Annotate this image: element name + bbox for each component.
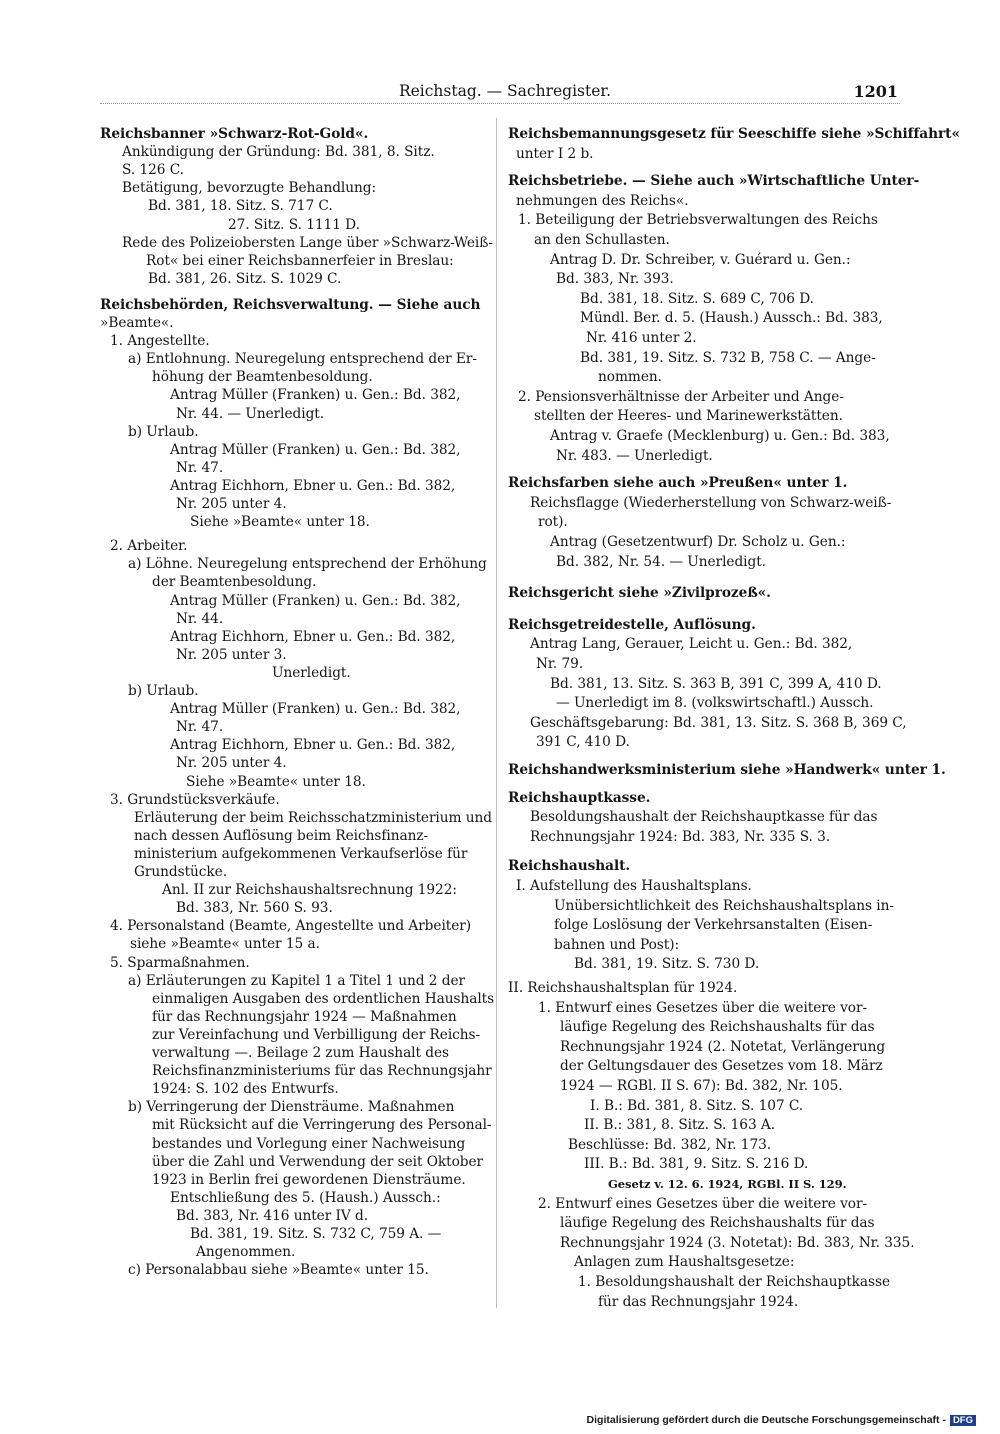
header-rule bbox=[100, 103, 900, 104]
entry-line: Antrag (Gesetzentwurf) Dr. Scholz u. Gen.: bbox=[550, 534, 846, 550]
entry-line: folge Loslösung der Verkehrsanstalten (Eisen- bbox=[554, 917, 873, 934]
entry-line: bahnen und Post): bbox=[554, 936, 680, 953]
entry-line: II. Reichshaushaltsplan für 1924. bbox=[508, 980, 738, 996]
entry-line: nach dessen Auflösung beim Reichsfinanz- bbox=[134, 827, 429, 844]
entry-line: Rede des Polizeiobersten Lange über »Schwarz-Weiß- bbox=[122, 234, 493, 251]
entry-line: ministerium aufgekommenen Verkaufserlöse für bbox=[134, 845, 468, 862]
entry-line: Nr. 205 unter 3. bbox=[176, 646, 287, 663]
entry-line: unter I 2 b. bbox=[516, 145, 594, 162]
entry-line: Antrag Müller (Franken) u. Gen.: Bd. 382, bbox=[170, 441, 461, 458]
entry-line: läufige Regelung des Reichshaushalts für das bbox=[560, 1215, 875, 1232]
entry-line: 1924: S. 102 des Entwurfs. bbox=[152, 1081, 339, 1098]
entry-line: der Geltungsdauer des Gesetzes vom 18. März bbox=[560, 1058, 883, 1075]
entry-line: Ankündigung der Gründung: Bd. 381, 8. Sitz. bbox=[122, 144, 435, 161]
entry-line: Rot« bei einer Reichsbannerfeier in Breslau: bbox=[146, 252, 454, 269]
running-title: Reichstag. — Sachregister. bbox=[398, 82, 612, 100]
entry-line: S. 126 C. bbox=[122, 162, 184, 179]
entry-line: läufige Regelung des Reichshaushalts für das bbox=[560, 1019, 875, 1036]
entry-line: Antrag Müller (Franken) u. Gen.: Bd. 382, bbox=[170, 387, 461, 404]
entry-line: b) Urlaub. bbox=[128, 683, 199, 699]
entry-line: an den Schullasten. bbox=[534, 232, 670, 248]
entry-line: Nr. 205 unter 4. bbox=[176, 755, 287, 772]
entry-line: 1. Angestellte. bbox=[110, 333, 210, 350]
entry-line: Antrag v. Graefe (Mecklenburg) u. Gen.: Bd. 383, bbox=[550, 428, 890, 444]
entry-line: a) Entlohnung. Neuregelung entsprechend der Er- bbox=[128, 351, 477, 368]
entry-line: verwaltung —. Beilage 2 zum Haushalt des bbox=[152, 1045, 449, 1061]
entry-line: einmaligen Ausgaben des ordentlichen Haushalts bbox=[152, 990, 495, 1007]
page-number: 1201 bbox=[853, 82, 898, 101]
entry-line: siehe »Beamte« unter 15 a. bbox=[130, 936, 320, 953]
entry-line: b) Verringerung der Diensträume. Maßnahmen bbox=[128, 1099, 455, 1116]
law-citation: Gesetz v. 12. 6. 1924, RGBl. II S. 129. bbox=[608, 1177, 847, 1191]
entry-line: Betätigung, bevorzugte Behandlung: bbox=[122, 180, 377, 197]
entry-line: 391 C, 410 D. bbox=[536, 734, 630, 751]
entry-line: bestandes und Vorlegung einer Nachweisung bbox=[152, 1135, 466, 1152]
entry-line: mit Rücksicht auf die Verringerung des Personal- bbox=[152, 1117, 492, 1134]
entry-line: 2. Pensionsverhältnisse der Arbeiter und Ange- bbox=[518, 388, 844, 405]
entry-line: Entschließung des 5. (Haush.) Aussch.: bbox=[170, 1189, 441, 1206]
entry-line: Rechnungsjahr 1924: Bd. 383, Nr. 335 S. 3. bbox=[530, 828, 831, 845]
entry-line: Mündl. Ber. d. 5. (Haush.) Aussch.: Bd. 383, bbox=[580, 310, 883, 327]
entry-line: Anl. II zur Reichshaushaltsrechnung 1922: bbox=[162, 882, 457, 899]
entry-line: für das Rechnungsjahr 1924. bbox=[598, 1293, 799, 1310]
entry-line: Antrag Lang, Gerauer, Leicht u. Gen.: Bd. 382, bbox=[530, 636, 853, 653]
entry-line: Nr. 47. bbox=[176, 719, 224, 736]
entry-line: Bd. 383, Nr. 416 unter IV d. bbox=[176, 1207, 369, 1224]
column-divider bbox=[496, 118, 497, 1308]
entry-line: Antrag Müller (Franken) u. Gen.: Bd. 382, bbox=[170, 592, 461, 609]
entry-line: 27. Sitz. S. 1111 D. bbox=[228, 216, 360, 233]
entry-line: Bd. 381, 18. Sitz. S. 717 C. bbox=[148, 198, 333, 215]
entry-line: für das Rechnungsjahr 1924 — Maßnahmen bbox=[152, 1008, 457, 1025]
entry-line: I. B.: Bd. 381, 8. Sitz. S. 107 C. bbox=[590, 1097, 804, 1114]
entry-line: III. B.: Bd. 381, 9. Sitz. S. 216 D. bbox=[584, 1156, 809, 1173]
funding-note-text: Digitalisierung gefördert durch die Deutsche Forschungsgemeinschaft - bbox=[586, 1414, 946, 1426]
entry-line: Reichsflagge (Wiederherstellung von Schwarz-weiß- bbox=[530, 494, 892, 511]
entry-line: Nr. 416 unter 2. bbox=[586, 330, 697, 346]
entry-line: Bd. 381, 19. Sitz. S. 732 B, 758 C. — Ange- bbox=[580, 349, 876, 366]
entry-line: a) Erläuterungen zu Kapitel 1 a Titel 1 und 2 der bbox=[128, 972, 465, 989]
entry-line: Angenommen. bbox=[196, 1244, 296, 1261]
entry-line: Bd. 382, Nr. 54. — Unerledigt. bbox=[556, 553, 766, 570]
entry-line: nommen. bbox=[598, 369, 662, 386]
entry-heading: Reichsgericht siehe »Zivilprozeß«. bbox=[508, 585, 771, 602]
entry-line: stellten der Heeres- und Marinewerkstätten. bbox=[534, 408, 843, 425]
entry-line: Bd. 381, 18. Sitz. S. 689 C, 706 D. bbox=[580, 290, 814, 307]
entry-line: II. B.: 381, 8. Sitz. S. 163 A. bbox=[584, 1117, 776, 1134]
entry-line: Antrag Müller (Franken) u. Gen.: Bd. 382, bbox=[170, 701, 461, 718]
entry-line: Antrag D. Dr. Schreiber, v. Guérard u. Gen.: bbox=[550, 251, 851, 268]
entry-line: Besoldungshaushalt der Reichshauptkasse für das bbox=[530, 809, 878, 826]
dfg-logo: DFG bbox=[950, 1415, 976, 1426]
entry-line: Grundstücke. bbox=[134, 864, 228, 880]
entry-heading: Reichsfarben siehe auch »Preußen« unter 1. bbox=[508, 475, 848, 492]
entry-line: 2. Entwurf eines Gesetzes über die weitere vor- bbox=[538, 1195, 868, 1212]
entry-line: höhung der Beamtenbesoldung. bbox=[152, 369, 373, 386]
entry-line: Geschäftsgebarung: Bd. 381, 13. Sitz. S. 368 B, 369 C, bbox=[530, 714, 907, 731]
entry-line: c) Personalabbau siehe »Beamte« unter 15. bbox=[128, 1262, 429, 1279]
entry-line: I. Aufstellung des Haushaltsplans. bbox=[516, 878, 752, 894]
entry-line: der Beamtenbesoldung. bbox=[152, 574, 317, 591]
entry-line: nehmungen des Reichs«. bbox=[516, 192, 689, 209]
entry-line: Bd. 381, 26. Sitz. S. 1029 C. bbox=[148, 270, 342, 287]
dfg-funding-note bbox=[587, 1414, 976, 1426]
entry-line: 1924 — RGBl. II S. 67): Bd. 382, Nr. 105. bbox=[560, 1078, 843, 1094]
entry-line: Antrag Eichhorn, Ebner u. Gen.: Bd. 382, bbox=[170, 737, 456, 754]
entry-line: 3. Grundstücksverkäufe. bbox=[110, 791, 280, 808]
entry-line: Antrag Eichhorn, Ebner u. Gen.: Bd. 382, bbox=[170, 628, 456, 645]
entry-heading: Reichsbehörden, Reichsverwaltung. — Siehe auch bbox=[100, 296, 481, 313]
entry-line: a) Löhne. Neuregelung entsprechend der Erhöhung bbox=[128, 556, 487, 573]
entry-line: Nr. 47. bbox=[176, 459, 224, 476]
entry-line: Erläuterung der beim Reichsschatzministerium und bbox=[134, 809, 493, 826]
entry-line: 1. Besoldungshaushalt der Reichshauptkasse bbox=[578, 1274, 891, 1290]
entry-line: Bd. 383, Nr. 393. bbox=[556, 271, 674, 288]
entry-line: über die Zahl und Verwendung der seit Oktober bbox=[152, 1153, 484, 1170]
entry-line: Siehe »Beamte« unter 18. bbox=[186, 773, 366, 790]
entry-line: »Beamte«. bbox=[100, 315, 174, 331]
entry-line: Bd. 381, 13. Sitz. S. 363 B, 391 C, 399 A, 410 D. bbox=[550, 675, 882, 692]
entry-line: Bd. 381, 19. Sitz. S. 730 D. bbox=[574, 956, 760, 973]
entry-line: 1. Entwurf eines Gesetzes über die weitere vor- bbox=[538, 999, 868, 1016]
entry-line: b) Urlaub. bbox=[128, 423, 199, 440]
entry-line: 2. Arbeiter. bbox=[110, 538, 188, 555]
entry-line: Rechnungsjahr 1924 (3. Notetat): Bd. 383, Nr. 335. bbox=[560, 1234, 915, 1251]
entry-line: Beschlüsse: Bd. 382, Nr. 173. bbox=[568, 1136, 772, 1153]
entry-line: Antrag Eichhorn, Ebner u. Gen.: Bd. 382, bbox=[170, 477, 456, 494]
entry-line: Unerledigt. bbox=[272, 664, 351, 681]
entry-line: Siehe »Beamte« unter 18. bbox=[190, 514, 370, 531]
entry-line: Nr. 44. bbox=[176, 610, 224, 627]
entry-line: Rechnungsjahr 1924 (2. Notetat, Verlängerung bbox=[560, 1038, 886, 1055]
entry-line: 4. Personalstand (Beamte, Angestellte und Arbeiter) bbox=[110, 918, 472, 935]
entry-line: Nr. 483. — Unerledigt. bbox=[556, 447, 713, 464]
entry-line: Bd. 383, Nr. 560 S. 93. bbox=[176, 900, 333, 917]
entry-heading: Reichsbetriebe. — Siehe auch »Wirtschaftliche Unter- bbox=[508, 173, 920, 190]
entry-line: Bd. 381, 19. Sitz. S. 732 C, 759 A. — bbox=[190, 1226, 442, 1242]
entry-line: zur Vereinfachung und Verbilligung der Reichs- bbox=[152, 1026, 481, 1043]
entry-heading: Reichshauptkasse. bbox=[508, 789, 651, 806]
entry-line: rot). bbox=[538, 514, 568, 531]
running-header bbox=[0, 82, 1000, 108]
entry-line: — Unerledigt im 8. (volkswirtschaftl.) Aussch. bbox=[556, 695, 874, 712]
entry-line: Nr. 205 unter 4. bbox=[176, 496, 287, 512]
entry-heading: Reichsgetreidestelle, Auflösung. bbox=[508, 616, 756, 633]
entry-line: 5. Sparmaßnahmen. bbox=[110, 954, 250, 971]
entry-heading: Reichshaushalt. bbox=[508, 858, 631, 875]
entry-line: Reichsfinanzministeriums für das Rechnungsjahr bbox=[152, 1063, 492, 1080]
entry-line: 1923 in Berlin frei gewordenen Diensträume. bbox=[152, 1171, 466, 1188]
entry-line: Unübersichtlichkeit des Reichshaushaltsplans in- bbox=[554, 897, 894, 914]
entry-line: Nr. 44. — Unerledigt. bbox=[176, 405, 325, 422]
entry-heading: Reichsbanner »Schwarz-Rot-Gold«. bbox=[100, 126, 369, 142]
entry-line: Anlagen zum Haushaltsgesetze: bbox=[574, 1254, 795, 1271]
entry-line: Nr. 79. bbox=[536, 656, 584, 672]
entry-heading: Reichsbemannungsgesetz für Seeschiffe siehe »Schiffahrt« bbox=[508, 126, 960, 142]
entry-line: 1. Beteiligung der Betriebsverwaltungen des Reichs bbox=[518, 212, 878, 229]
entry-heading: Reichshandwerksministerium siehe »Handwerk« unter 1. bbox=[508, 762, 946, 778]
